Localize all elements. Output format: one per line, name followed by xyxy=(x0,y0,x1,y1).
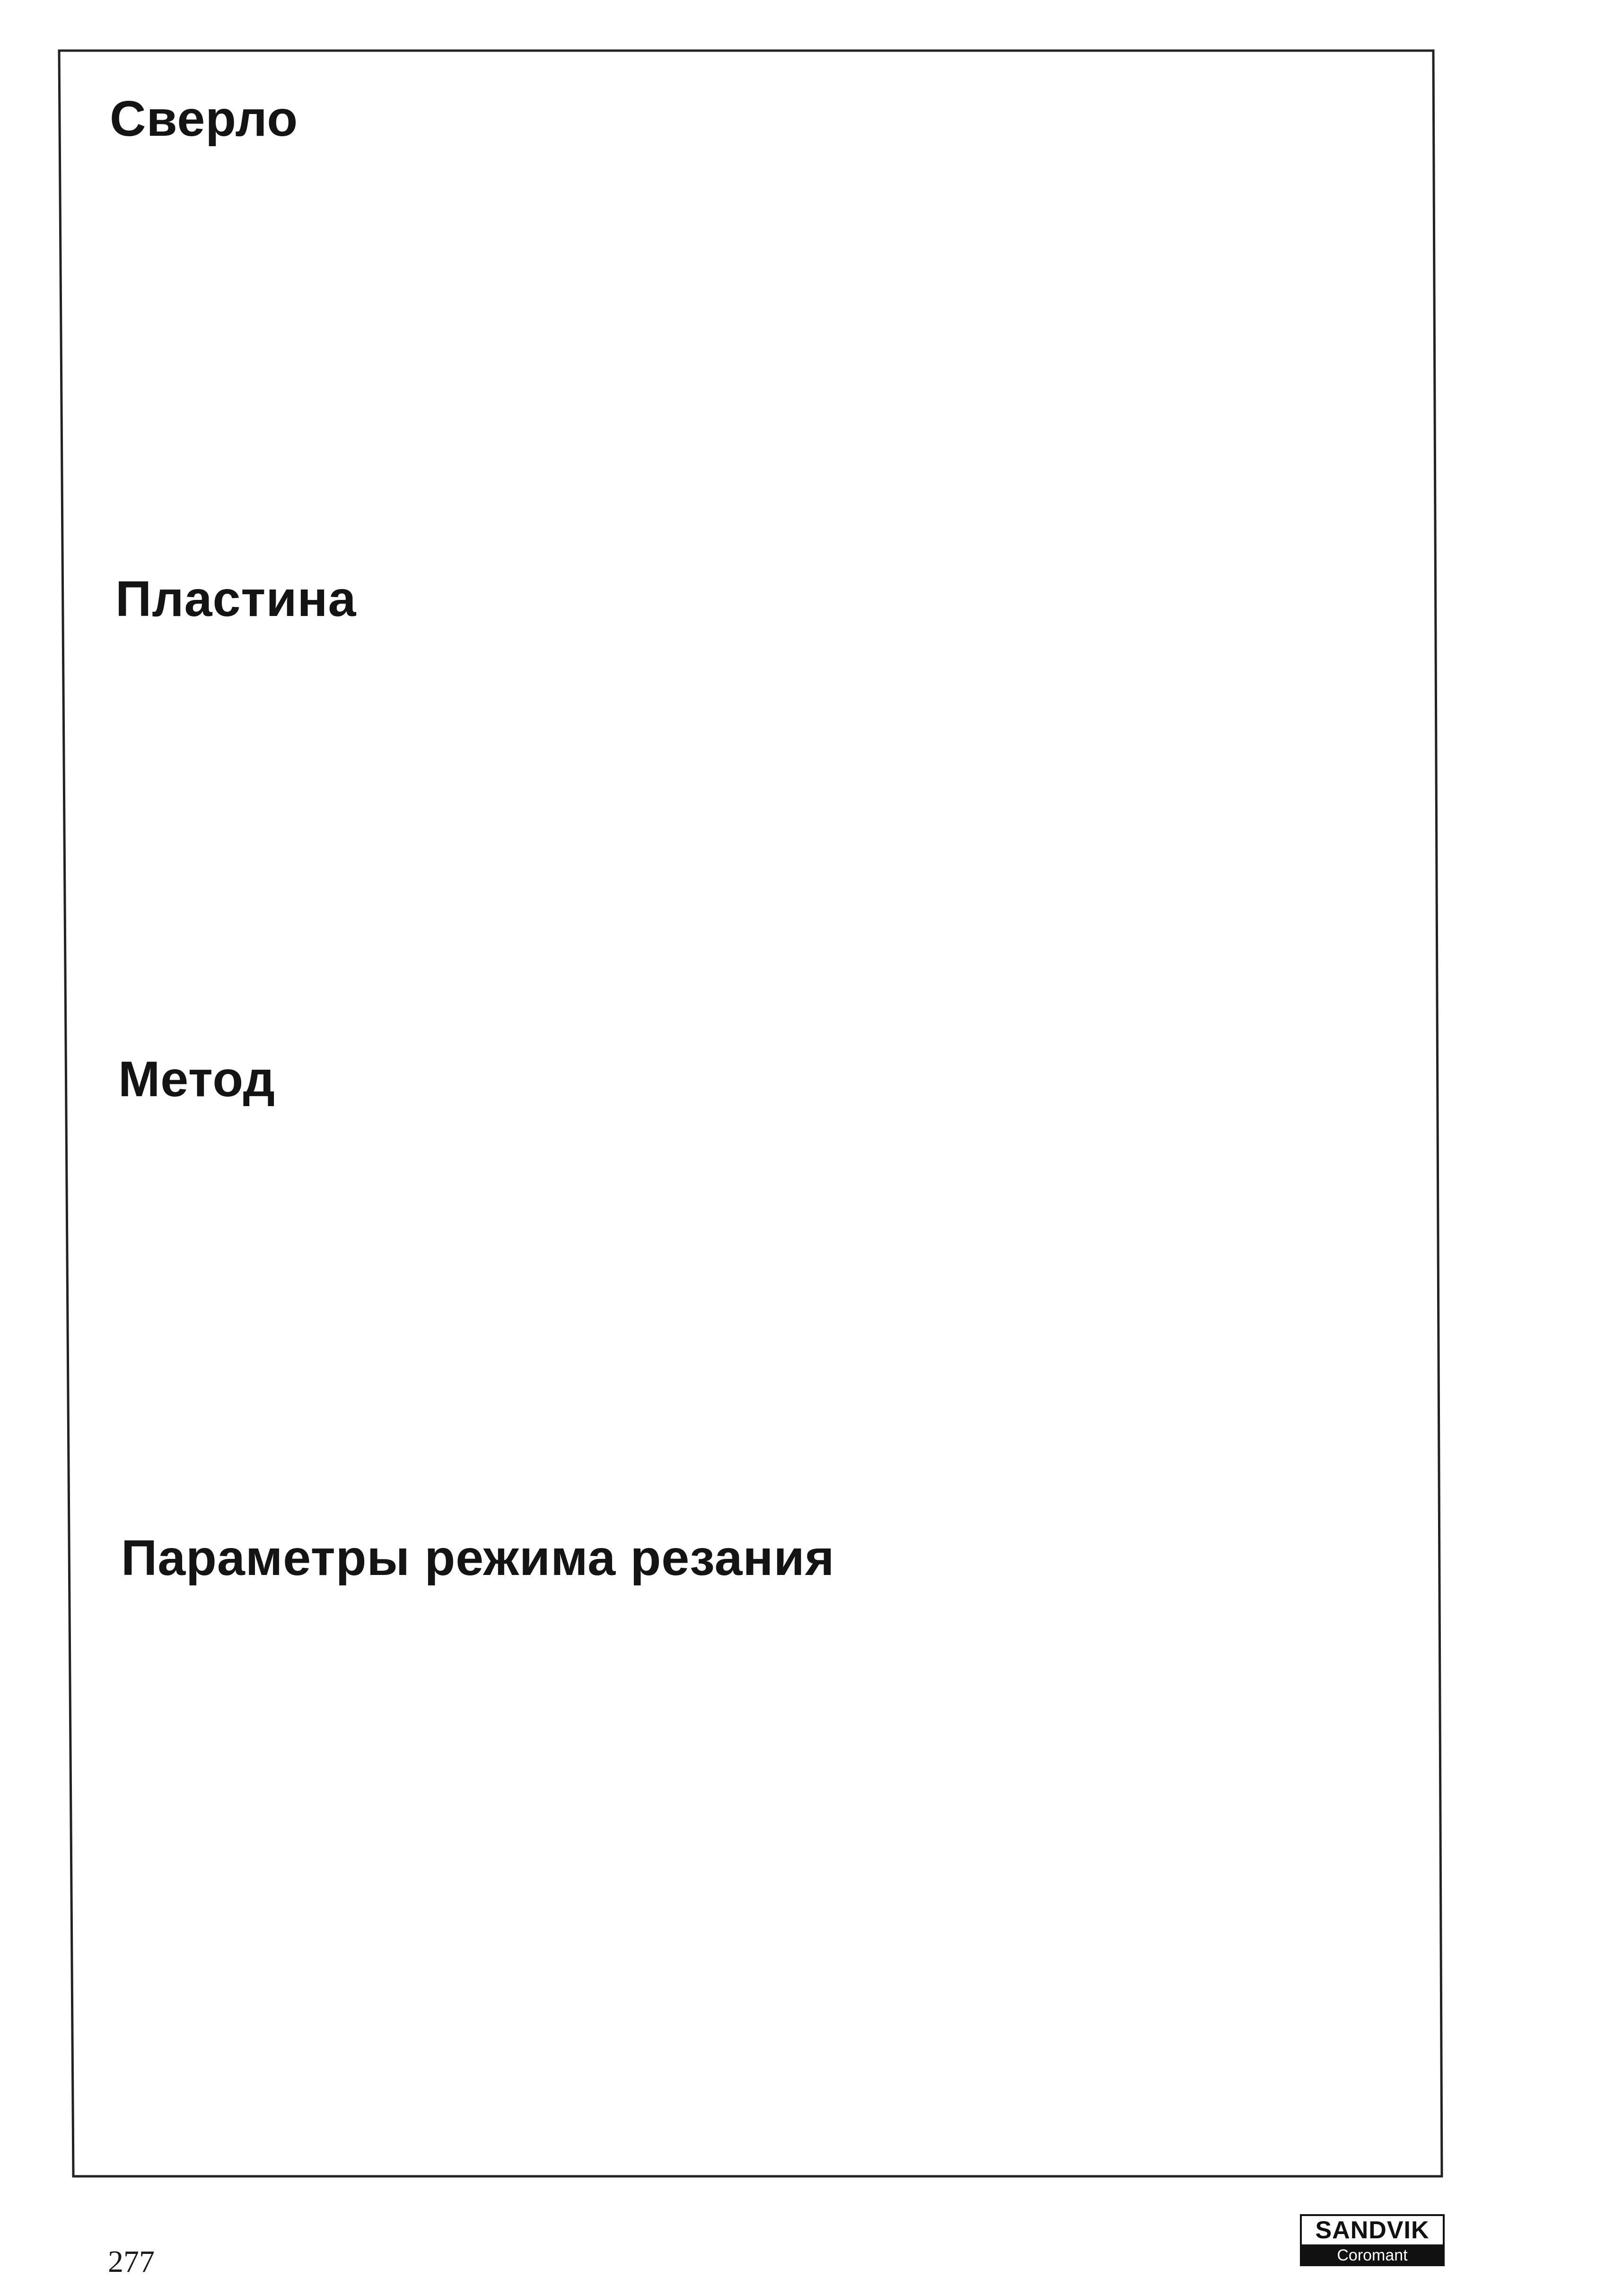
page-number: 277 xyxy=(108,2244,155,2279)
section-heading-cutting-parameters: Параметры режима резания xyxy=(121,1530,835,1586)
logo-subtitle: Coromant xyxy=(1300,2244,1445,2266)
section-heading-insert: Пластина xyxy=(115,571,357,627)
section-heading-method: Метод xyxy=(118,1051,276,1107)
sandvik-coromant-logo xyxy=(1300,2214,1445,2266)
section-heading-drill: Сверло xyxy=(110,91,298,147)
logo-wordmark: SANDVIK xyxy=(1300,2214,1445,2246)
